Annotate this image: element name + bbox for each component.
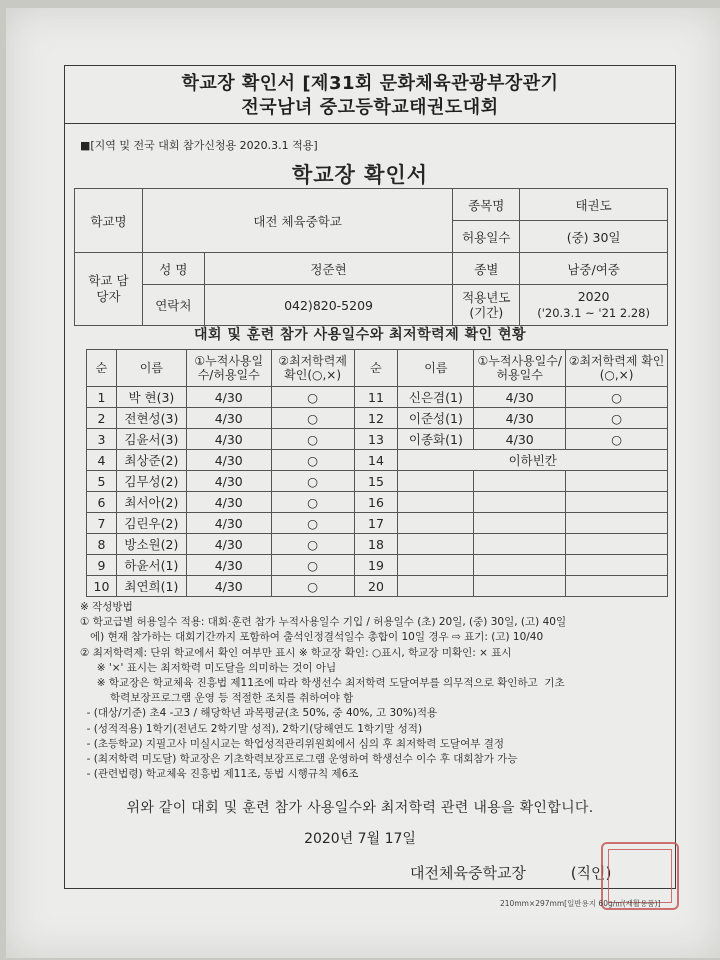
roster-academic-mark: ○ bbox=[271, 513, 354, 534]
roster-days: 4/30 bbox=[186, 387, 271, 408]
table-row bbox=[87, 450, 668, 471]
roster-days: 4/30 bbox=[186, 450, 271, 471]
header-line-1: 학교장 확인서 [제31회 문화체육관광부장관기 bbox=[181, 73, 559, 94]
header-days: ①누적사용일수/허용일수 bbox=[186, 350, 271, 387]
header-line-2: 전국남녀 중고등학교태권도대회 bbox=[241, 97, 499, 118]
roster-academic-mark bbox=[566, 534, 668, 555]
header-name: 이름 bbox=[398, 350, 474, 387]
roster-days: 4/30 bbox=[474, 429, 566, 450]
roster-name: 최서아(2) bbox=[116, 492, 186, 513]
roster-days: 4/30 bbox=[474, 387, 566, 408]
roster-days bbox=[474, 471, 566, 492]
roster-name bbox=[398, 534, 474, 555]
header-days: ①누적사용일수/허용일수 bbox=[474, 350, 566, 387]
instruction-line: ① 학교급별 허용일수 적용: 대회·훈련 참가 누적사용일수 기입 / 허용일수 (초) 20일, (중) 30일, (고) 40일 bbox=[80, 616, 567, 629]
roster-name: 이종화(1) bbox=[398, 429, 474, 450]
roster-name: 김윤서(3) bbox=[116, 429, 186, 450]
roster-academic-mark: ○ bbox=[566, 429, 668, 450]
roster-no: 7 bbox=[87, 513, 117, 534]
instruction-line: ※ 작성방법 bbox=[80, 601, 133, 613]
header-name: 이름 bbox=[116, 350, 186, 387]
roster-no: 2 bbox=[87, 408, 117, 429]
instruction-line: 에) 현재 참가하는 대회기간까지 포함하여 출석인정결석일수 총합이 10일 경우 ⇨ 표기: (고) 10/40 bbox=[80, 631, 544, 644]
roster-name bbox=[398, 492, 474, 513]
table-row bbox=[87, 471, 668, 492]
roster-no: 10 bbox=[87, 576, 117, 597]
roster-academic-mark: ○ bbox=[271, 408, 354, 429]
roster-no: 11 bbox=[354, 387, 398, 408]
page-title: 학교장 확인서 bbox=[291, 163, 429, 187]
period-cell bbox=[520, 285, 668, 326]
roster-name: 김린우(2) bbox=[116, 513, 186, 534]
roster-days: 4/30 bbox=[186, 492, 271, 513]
roster-no: 17 bbox=[354, 513, 398, 534]
roster-academic-mark: ○ bbox=[271, 492, 354, 513]
roster-days bbox=[474, 576, 566, 597]
instruction-line: ※ '×' 표시는 최저학력 미도달을 의미하는 것이 아님 bbox=[80, 661, 337, 674]
roster-days: 4/30 bbox=[186, 408, 271, 429]
roster-name: 최연희(1) bbox=[116, 576, 186, 597]
roster-subtitle: 대회 및 훈련 참가 사용일수와 최저학력제 확인 현황 bbox=[193, 327, 527, 343]
roster-days: 4/30 bbox=[186, 429, 271, 450]
roster-academic-mark: ○ bbox=[566, 408, 668, 429]
roster-name: 이준성(1) bbox=[398, 408, 474, 429]
roster-academic-mark bbox=[566, 555, 668, 576]
table-row bbox=[87, 534, 668, 555]
roster-no: 4 bbox=[87, 450, 117, 471]
roster-academic-mark: ○ bbox=[271, 471, 354, 492]
school-name-value: 대전 체육중학교 bbox=[142, 189, 452, 253]
roster-days bbox=[474, 555, 566, 576]
paper-spec: 210mm×297mm[일반용지 60g/㎡(재활용품)] bbox=[500, 899, 661, 908]
roster-days bbox=[474, 492, 566, 513]
roster-academic-mark bbox=[566, 492, 668, 513]
table-row bbox=[87, 555, 668, 576]
roster-academic-mark: ○ bbox=[271, 534, 354, 555]
contact-value: 042)820-5209 bbox=[204, 285, 453, 326]
manager-name-value: 정준현 bbox=[204, 253, 453, 285]
roster-no: 8 bbox=[87, 534, 117, 555]
header-academic: ②최저학력제 확인(○,×) bbox=[271, 350, 354, 387]
roster-name: 전현성(3) bbox=[116, 408, 186, 429]
document-date: 2020년 7월 17일 bbox=[304, 831, 416, 847]
roster-no: 19 bbox=[354, 555, 398, 576]
table-row bbox=[87, 429, 668, 450]
roster-name bbox=[398, 471, 474, 492]
event-value: 태권도 bbox=[520, 189, 668, 221]
table-row bbox=[87, 513, 668, 534]
table-row bbox=[87, 387, 668, 408]
table-row bbox=[87, 576, 668, 597]
period-range: ('20.3.1 ~ '21 2.28) bbox=[537, 306, 650, 320]
period-year: 2020 bbox=[577, 289, 610, 304]
roster-days: 4/30 bbox=[186, 576, 271, 597]
roster-academic-mark bbox=[566, 513, 668, 534]
roster-name: 신은겸(1) bbox=[398, 387, 474, 408]
instruction-line: - (관련법령) 학교체육 진흥법 제11조, 동법 시행규칙 제6조 bbox=[80, 768, 359, 781]
instruction-line: - (최저학력 미도달) 학교장은 기초학력보장프로그램 운영하여 학생선수 이수 후 대회참가 가능 bbox=[80, 753, 518, 766]
roster-no: 9 bbox=[87, 555, 117, 576]
roster-days: 4/30 bbox=[186, 555, 271, 576]
roster-no: 20 bbox=[354, 576, 398, 597]
instruction-line: - (성적적용) 1학기(전년도 2학기말 성적), 2학기(당해연도 1학기말 성적) bbox=[80, 722, 423, 735]
table-row bbox=[87, 408, 668, 429]
header-no: 순 bbox=[87, 350, 117, 387]
roster-academic-mark: ○ bbox=[271, 450, 354, 471]
roster-no: 3 bbox=[87, 429, 117, 450]
roster-name bbox=[398, 513, 474, 534]
roster-no: 1 bbox=[87, 387, 117, 408]
roster-academic-mark: ○ bbox=[271, 555, 354, 576]
school-info-table bbox=[74, 188, 668, 326]
seal-label: (직인) bbox=[570, 864, 612, 882]
confirmation-statement: 위와 같이 대회 및 훈련 참가 사용일수와 최저학력 관련 내용을 확인합니다. bbox=[126, 800, 594, 816]
signer-name: 대전체육중학교장 bbox=[410, 864, 526, 882]
instruction-line: ② 최저학력제: 단위 학교에서 확인 여부만 표시 ※ 학교장 확인: ○표시, 학교장 미확인: × 표시 bbox=[80, 646, 512, 659]
instruction-line: 학력보장프로그램 운영 등 적절한 조치를 취하여야 함 bbox=[80, 692, 354, 705]
instruction-line: - (대상/기준) 초4 -고3 / 해당학년 과목평균(초 50%, 중 40%, 고 30%)적용 bbox=[80, 707, 438, 720]
roster-academic-mark: ○ bbox=[271, 576, 354, 597]
roster-academic-mark: ○ bbox=[271, 429, 354, 450]
roster-academic-mark bbox=[566, 576, 668, 597]
roster-name: 박 현(3) bbox=[116, 387, 186, 408]
roster-no: 18 bbox=[354, 534, 398, 555]
roster-name: 김무성(2) bbox=[116, 471, 186, 492]
roster-no: 6 bbox=[87, 492, 117, 513]
writing-instructions bbox=[80, 600, 680, 782]
roster-name: 방소원(2) bbox=[116, 534, 186, 555]
manager-name-label: 성 명 bbox=[142, 253, 204, 285]
roster-no: 13 bbox=[354, 429, 398, 450]
division-label: 종별 bbox=[453, 253, 520, 285]
roster-academic-mark bbox=[566, 471, 668, 492]
roster-name: 하윤서(1) bbox=[116, 555, 186, 576]
roster-no: 14 bbox=[354, 450, 398, 471]
roster-table bbox=[86, 349, 668, 597]
roster-no: 15 bbox=[354, 471, 398, 492]
roster-no: 16 bbox=[354, 492, 398, 513]
instruction-line: - (초등학교) 지필고사 미실시교는 학업성적관리위원회에서 심의 후 최저학력 도달여부 결정 bbox=[80, 737, 504, 750]
manager-label: 학교 담당자 bbox=[75, 253, 143, 326]
allowed-days-value: (중) 30일 bbox=[520, 221, 668, 253]
period-label: 적용년도 (기간) bbox=[453, 285, 520, 326]
signer bbox=[410, 862, 611, 883]
roster-days: 4/30 bbox=[186, 534, 271, 555]
header-no: 순 bbox=[354, 350, 398, 387]
roster-academic-mark: ○ bbox=[271, 387, 354, 408]
contact-label: 연락처 bbox=[142, 285, 204, 326]
school-name-label: 학교명 bbox=[75, 189, 143, 253]
roster-days: 4/30 bbox=[186, 513, 271, 534]
roster-name bbox=[398, 555, 474, 576]
application-note: ■[지역 및 전국 대회 참가신청용 2020.3.1 적용] bbox=[80, 139, 318, 152]
blank-below-note: 이하빈칸 bbox=[398, 450, 668, 471]
roster-days: 4/30 bbox=[474, 408, 566, 429]
roster-name bbox=[398, 576, 474, 597]
table-row bbox=[87, 492, 668, 513]
header-academic: ②최저학력제 확인(○,×) bbox=[566, 350, 668, 387]
roster-days bbox=[474, 534, 566, 555]
roster-no: 5 bbox=[87, 471, 117, 492]
instruction-line: ※ 학교장은 학교체육 진흥법 제11조에 따라 학생선수 최저학력 도달여부를 의무적으로 확인하고 기초 bbox=[80, 677, 565, 690]
roster-body bbox=[87, 350, 668, 597]
roster-days bbox=[474, 513, 566, 534]
document-header bbox=[64, 65, 676, 124]
division-value: 남중/여중 bbox=[520, 253, 668, 285]
roster-name: 최상준(2) bbox=[116, 450, 186, 471]
allowed-days-label: 허용일수 bbox=[453, 221, 520, 253]
roster-academic-mark: ○ bbox=[566, 387, 668, 408]
event-label: 종목명 bbox=[453, 189, 520, 221]
roster-no: 12 bbox=[354, 408, 398, 429]
roster-days: 4/30 bbox=[186, 471, 271, 492]
